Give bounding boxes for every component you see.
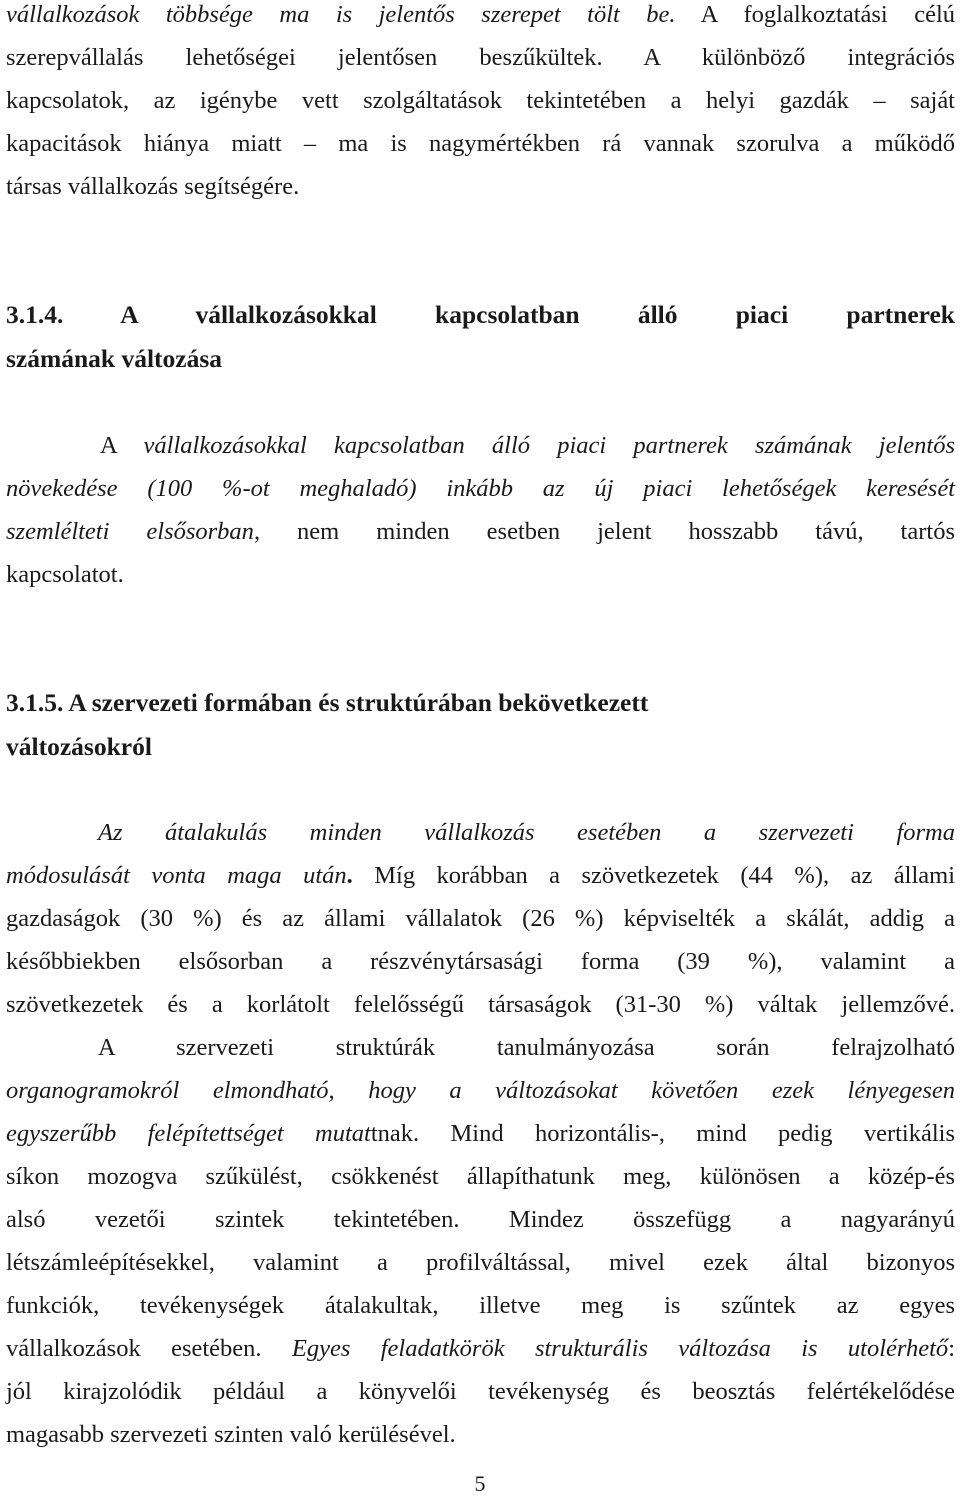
section-315-line-13: vállalkozások esetében. Egyes feladatkörök strukturális változása is utolérhető: bbox=[6, 1335, 955, 1362]
section-315-heading-line-1: 3.1.5. A szervezeti formában és struktúrában bekövetkezett bbox=[6, 688, 649, 717]
section-315-line-14: jól kirajzolódik például a könyvelői tevékenység és beosztás felértékelődése bbox=[6, 1378, 955, 1405]
intro-line-2: szerepvállalás lehetőségei jelentősen beszűkültek. A különböző integrációs bbox=[6, 44, 955, 71]
section-314-heading-line-1: 3.1.4. A vállalkozásokkal kapcsolatban álló piaci partnerek bbox=[6, 300, 955, 329]
section-315-heading-line-2: változásokról bbox=[6, 732, 152, 761]
section-315-line-8: egyszerűbb felépítettséget mutattnak. Mind horizontális-, mind pedig vertikális bbox=[6, 1120, 955, 1147]
section-315-line-10: alsó vezetői szintek tekintetében. Mindez összefügg a nagyarányú bbox=[6, 1206, 955, 1233]
intro-line-4: kapacitások hiánya miatt – ma is nagymértékben rá vannak szorulva a működő bbox=[6, 130, 955, 157]
intro-line-1: vállalkozások többsége ma is jelentős szerepet tölt be. A foglalkoztatási célú bbox=[6, 1, 956, 28]
section-315-line-3: gazdaságok (30 %) és az állami vállalatok (26 %) képviselték a skálát, addig a bbox=[6, 905, 955, 932]
section-315-line-9: síkon mozogva szűkülést, csökkenést állapíthatunk meg, különösen a közép-és bbox=[6, 1163, 955, 1190]
section-315-line-12: funkciók, tevékenységek átalakultak, illetve meg is szűntek az egyes bbox=[6, 1292, 955, 1319]
section-314-para-line-2: növekedése (100 %-ot meghaladó) inkább az új piaci lehetőségek keresését bbox=[6, 475, 955, 502]
section-315-line-6: A szervezeti struktúrák tanulmányozása során felrajzolható bbox=[98, 1034, 955, 1061]
section-315-line-11: létszámleépítésekkel, valamint a profilváltással, mivel ezek által bizonyos bbox=[6, 1249, 955, 1276]
intro-line-3: kapcsolatok, az igénybe vett szolgáltatások tekintetében a helyi gazdák – saját bbox=[6, 87, 955, 114]
section-314-para-line-1: A vállalkozásokkal kapcsolatban álló piaci partnerek számának jelentős bbox=[100, 432, 955, 459]
section-315-line-5: szövetkezetek és a korlátolt felelősségű társaságok (31-30 %) váltak jellemzővé. bbox=[6, 991, 955, 1018]
section-314-heading-line-2: számának változása bbox=[6, 344, 223, 373]
section-314-para-line-3: szemlélteti elsősorban, nem minden esetben jelent hosszabb távú, tartós bbox=[6, 518, 955, 545]
section-315-line-2: módosulását vonta maga után. Míg korábban a szövetkezetek (44 %), az állami bbox=[6, 862, 956, 889]
section-315-line-15: magasabb szervezeti szinten való kerülésével. bbox=[6, 1421, 456, 1448]
section-315-line-4: későbbiekben elsősorban a részvénytársasági forma (39 %), valamint a bbox=[6, 948, 955, 975]
section-315-line-7: organogramokról elmondható, hogy a változásokat követően ezek lényegesen bbox=[6, 1077, 955, 1104]
section-315-line-1: Az átalakulás minden vállalkozás esetében a szervezeti forma bbox=[98, 819, 955, 846]
page-number: 5 bbox=[474, 1471, 486, 1496]
section-314-para-line-4: kapcsolatot. bbox=[6, 561, 124, 588]
intro-line-5: társas vállalkozás segítségére. bbox=[6, 173, 300, 200]
